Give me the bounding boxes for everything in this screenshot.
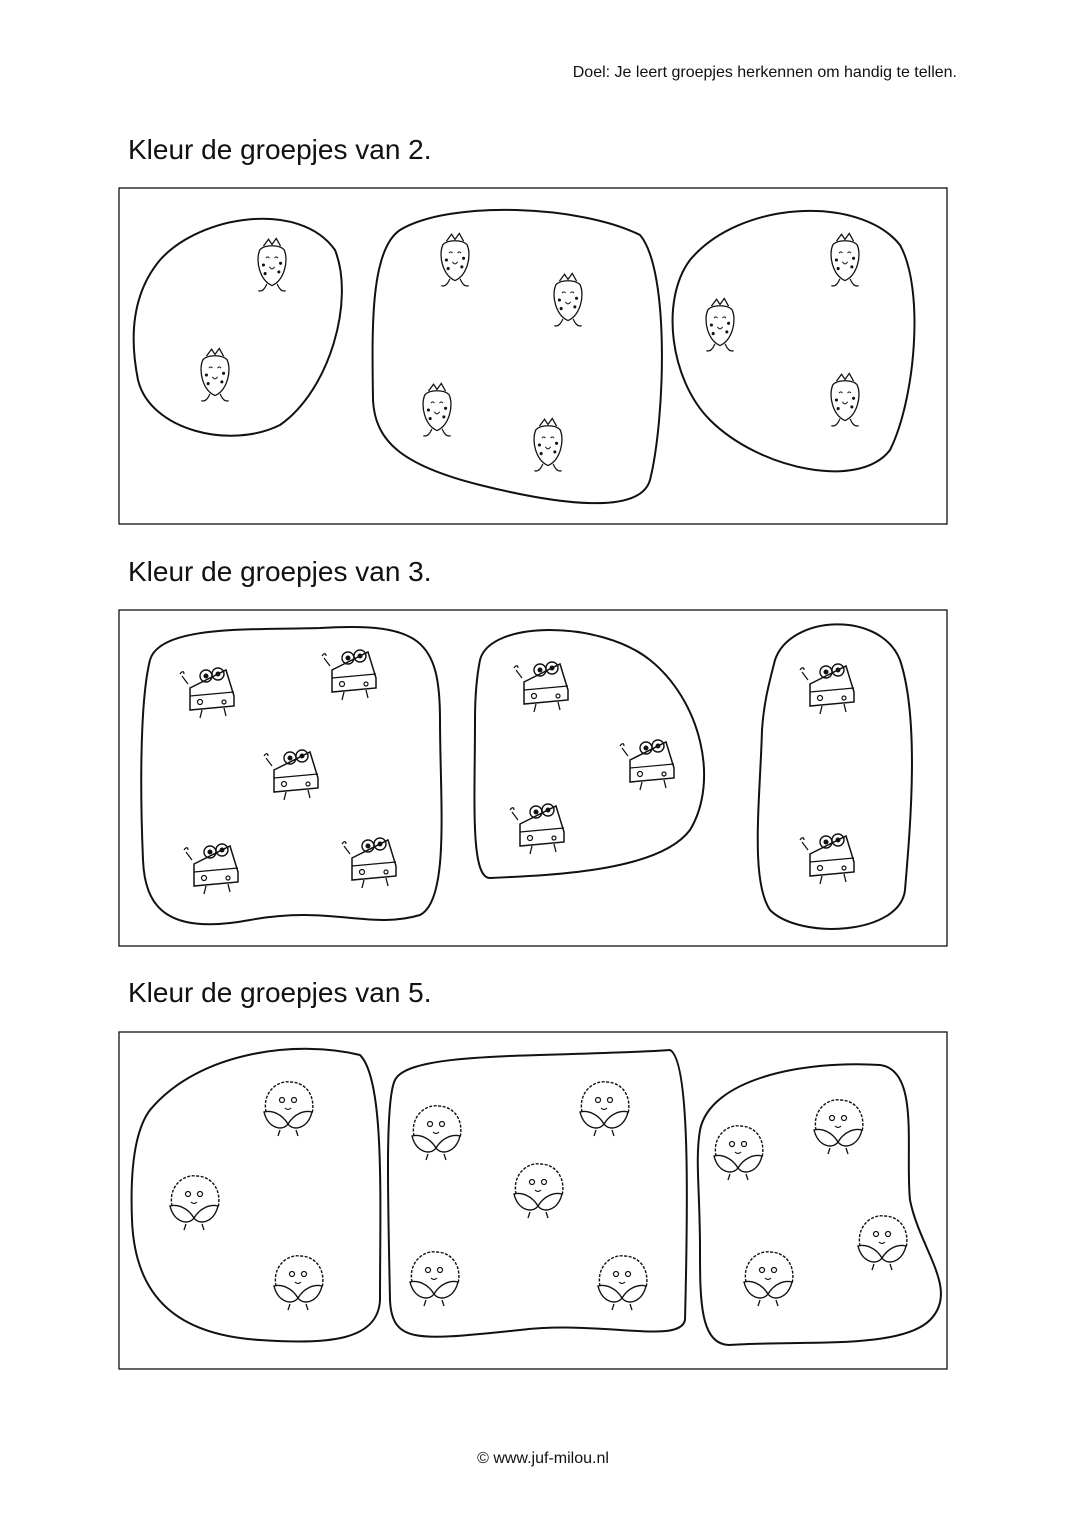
group-outlines: [132, 210, 941, 1345]
strawberry-drawing: [831, 233, 859, 286]
exercise-title-groups-of-2: Kleur de groepjes van 2.: [128, 134, 432, 165]
group-outline[interactable]: [673, 211, 915, 471]
exercise-title-groups-of-5: Kleur de groepjes van 5.: [128, 977, 432, 1008]
cheese-drawing: [322, 650, 376, 700]
strawberry-drawing: [423, 383, 451, 436]
cheese-drawing: [514, 662, 568, 712]
group-outline[interactable]: [758, 624, 912, 929]
group-outline[interactable]: [388, 1050, 687, 1337]
cheese-drawing: [264, 750, 318, 800]
lettuce-drawing: [410, 1252, 459, 1306]
lettuce-drawing: [744, 1252, 793, 1306]
group-outline[interactable]: [698, 1064, 941, 1345]
lettuce-drawing: [514, 1164, 563, 1218]
lettuce-drawing: [170, 1176, 219, 1230]
strawberry-drawing: [706, 298, 734, 351]
exercise-box-groups-of-2: [119, 188, 947, 524]
lettuce-drawing: [274, 1256, 323, 1310]
cheese-drawing: [800, 664, 854, 714]
lettuce-drawing: [412, 1106, 461, 1160]
footer-copyright: © www.juf-milou.nl: [477, 1450, 609, 1467]
lettuce-drawing: [858, 1216, 907, 1270]
cheese-drawing: [184, 844, 238, 894]
group-outline[interactable]: [132, 1049, 381, 1342]
learning-goal: Doel: Je leert groepjes herkennen om handig te tellen.: [572, 64, 957, 81]
group-outline[interactable]: [373, 210, 662, 503]
cheese-drawing: [800, 834, 854, 884]
strawberry-drawing: [831, 373, 859, 426]
lettuce-drawing: [598, 1256, 647, 1310]
lettuce-drawing: [264, 1082, 313, 1136]
cheese-drawing: [342, 838, 396, 888]
cheese-drawing: [180, 668, 234, 718]
lettuce-drawing: [814, 1100, 863, 1154]
strawberry-drawing: [554, 273, 582, 326]
lettuce-drawing: [580, 1082, 629, 1136]
cheese-drawing: [510, 804, 564, 854]
strawberry-drawing: [201, 348, 229, 401]
exercise-title-groups-of-3: Kleur de groepjes van 3.: [128, 556, 432, 587]
lettuce-drawing: [714, 1126, 763, 1180]
strawberry-drawing: [534, 418, 562, 471]
group-outline[interactable]: [134, 219, 342, 436]
strawberry-drawing: [441, 233, 469, 286]
exercise-box-groups-of-3: [119, 610, 947, 946]
cheese-drawing: [620, 740, 674, 790]
group-outline[interactable]: [141, 627, 441, 924]
strawberry-drawing: [258, 238, 286, 291]
